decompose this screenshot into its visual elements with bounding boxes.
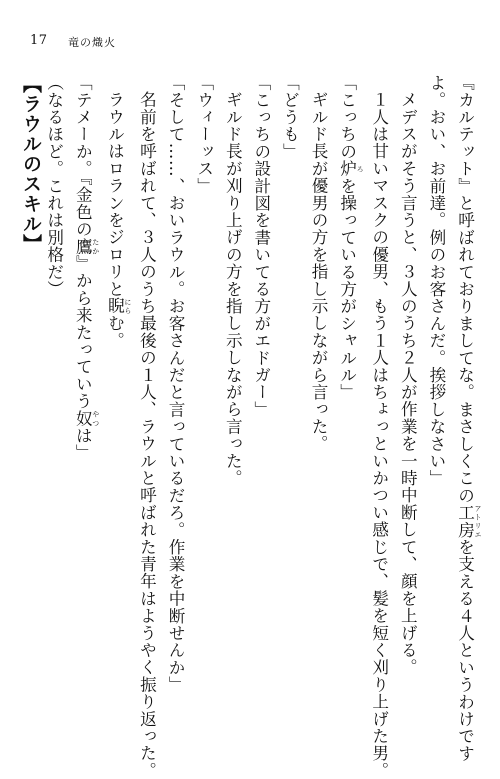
text-line: 「こっちの設計図を書いてる方がエドガー」 [251, 74, 271, 418]
text-line: よ。おい、お前達。例のお客さんだ。挨拶しなさい」 [426, 74, 446, 487]
text-line: メデスがそう言うと、３人のうち２人が作業を一時中断して、顔を上げる。 [398, 90, 418, 676]
text-line: 「どうも」 [280, 74, 300, 160]
text-line: （なるほど。これは別格だ） [44, 74, 64, 298]
text-line: 「そして……、おいラウル。お客さんだと言っているだろ。作業を中断せんか」 [166, 74, 186, 694]
ruby-annotation: 工房 アトリエ [455, 504, 482, 539]
ruby-annotation: 睨 にら [105, 297, 132, 315]
page-number: 17 [30, 33, 48, 48]
text-line: ギルド長が優男の方を指し示しながら言った。 [309, 90, 329, 452]
text-line: 「こっちの炉 ろを操っている方がシャルル」 [337, 74, 365, 401]
text-line: ギルド長が刈り上げの方を指し示しながら言った。 [223, 90, 243, 487]
ruby-annotation: 鷹 たか [73, 237, 100, 255]
ruby-annotation: 炉 ろ [337, 160, 365, 178]
text-line: １人は甘いマスクの優男、もう１人はちょっといかつい感じで、髪を短く刈り上げた男。 [369, 90, 389, 779]
text-line: ラウルはロランをジロリと睨 にらむ。 [105, 90, 132, 349]
text-line: 『カルテット』と呼ばれておりましてな。まさしくこの工房 アトリエを支える４人というわけです [455, 74, 482, 763]
text-body [39, 74, 482, 779]
text-line: 「テメーか。『金色の鷹 たか』から来たっていう奴 やつは」 [73, 74, 100, 462]
section-heading: 【ラウルのスキル】 [20, 74, 42, 254]
text-line: 「ウィーッス」 [194, 74, 214, 195]
text-line: 名前を呼ばれて、３人のうち最後の１人、ラウルと呼ばれた青年はようやく振り返った。 [137, 90, 157, 779]
ruby-annotation: 奴 やつ [73, 409, 100, 427]
running-header: 竜の熾火 [68, 36, 116, 49]
